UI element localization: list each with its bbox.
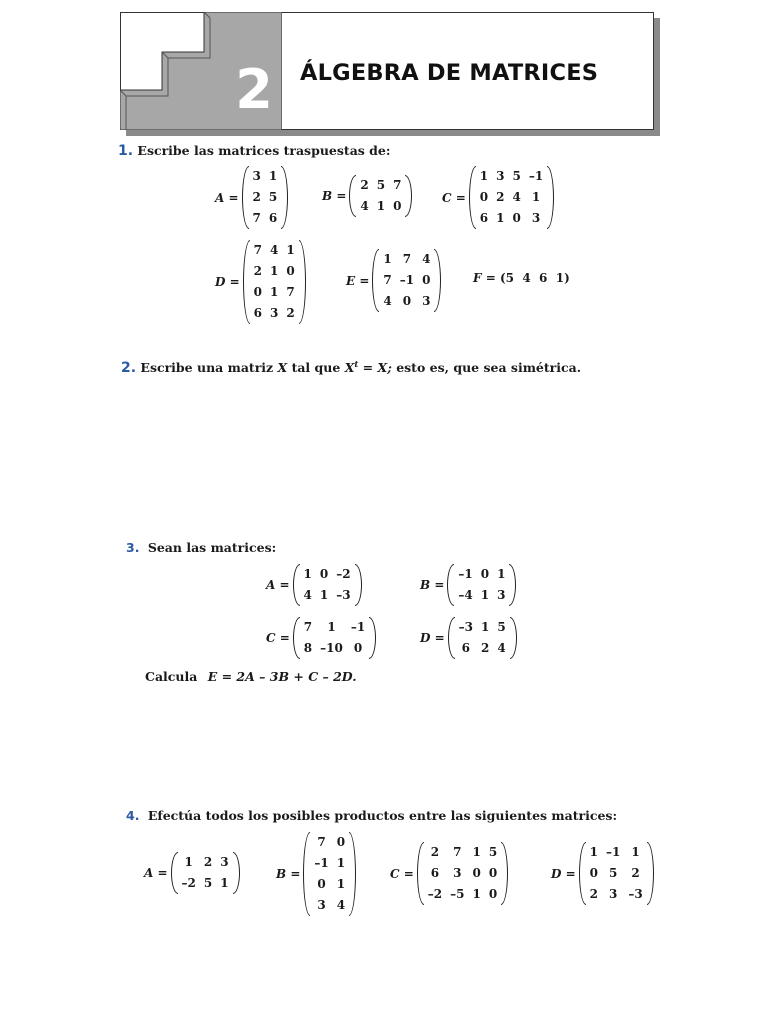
cell: 1 — [531, 190, 541, 204]
cell: 4 — [336, 898, 346, 912]
cell: 0 — [336, 835, 346, 849]
cell: 0 — [319, 567, 329, 581]
cell: 0 — [317, 877, 326, 891]
cell: 1 — [383, 252, 392, 266]
cell: 1 — [327, 620, 336, 634]
cell: –1 — [314, 856, 329, 870]
cell: 2 — [589, 887, 598, 901]
matrix-A-ex1 — [215, 166, 288, 229]
matrix-D-ex1 — [215, 240, 306, 324]
matrix-E-ex1 — [346, 249, 441, 312]
cell: 0 — [480, 567, 490, 581]
cell: 7 — [453, 845, 462, 859]
cell: 3 — [453, 866, 462, 880]
exercise-number: 4. — [126, 808, 140, 823]
cell: 6 — [253, 306, 262, 320]
matrix-label: A = — [215, 190, 239, 205]
cell: 0 — [286, 264, 295, 278]
cell: 4 — [270, 243, 279, 257]
cell: 2 — [631, 866, 640, 880]
cell: 8 — [303, 641, 313, 655]
cell: 6 — [479, 211, 489, 225]
cell: 3 — [422, 294, 431, 308]
chapter-number: 2 — [235, 58, 273, 121]
cell: 1 — [481, 620, 490, 634]
matrix-label: C = — [266, 631, 290, 645]
exercise-text: esto es, que sea simétrica. — [396, 360, 582, 376]
cell: 2 — [360, 178, 369, 192]
cell: 1 — [270, 285, 279, 299]
exercise-text: Efectúa todos los posibles productos entre las siguientes matrices: — [147, 808, 618, 823]
cell: –3 — [458, 620, 473, 634]
matrix-F-ex1 — [473, 271, 570, 285]
cell: –4 — [458, 588, 473, 602]
cell: 1 — [268, 169, 278, 183]
cell: 1 — [303, 567, 312, 581]
matrix-label: C = — [442, 190, 466, 205]
cell: 1 — [497, 567, 506, 581]
variable-x-transpose: $X^t = X$; — [344, 360, 392, 376]
variable-x: X — [277, 360, 288, 376]
cell: 1 — [472, 845, 481, 859]
cell: 1 — [589, 845, 598, 859]
cell: 0 — [589, 866, 598, 880]
cell: 1 — [496, 211, 505, 225]
exercise-text: Sean las matrices: — [147, 540, 277, 555]
cell: 0 — [402, 294, 412, 308]
cell: –1 — [399, 273, 415, 287]
matrix-B-ex3 — [420, 564, 516, 606]
cell: 0 — [393, 199, 402, 213]
cell: 6 — [430, 866, 440, 880]
cell: 6 — [268, 211, 278, 225]
cell: 1 — [220, 876, 229, 890]
matrix-B-ex1 — [322, 175, 412, 217]
cell: 3 — [497, 588, 506, 602]
cell: 4 — [360, 199, 369, 213]
cell: 2 — [203, 855, 213, 869]
exercise-3-heading — [126, 540, 276, 555]
cell: 1 — [479, 169, 489, 183]
cell: 3 — [252, 169, 261, 183]
cell: 3 — [270, 306, 279, 320]
matrix-C-ex3 — [266, 617, 376, 659]
cell: 7 — [383, 273, 392, 287]
matrix-B-ex4 — [276, 832, 356, 916]
cell: 3 — [609, 887, 618, 901]
cell: –3 — [336, 588, 351, 602]
exercise-number: 2. — [121, 360, 137, 377]
cell: –10 — [320, 641, 343, 655]
cell: 1 — [184, 855, 193, 869]
cell: 7 — [402, 252, 412, 266]
cell: 2 — [252, 190, 261, 204]
cell: 1 — [319, 588, 329, 602]
cell: 3 — [220, 855, 229, 869]
matrix-label: E = — [346, 273, 370, 288]
chapter-title: ÁLGEBRA DE MATRICES — [300, 60, 599, 86]
cell: 1 — [336, 877, 346, 891]
cell: 0 — [488, 866, 498, 880]
cell: 2 — [286, 306, 295, 320]
exercise-4-heading — [126, 808, 617, 823]
cell: 3 — [317, 898, 326, 912]
cell: 0 — [488, 887, 498, 901]
exercise-text: tal que — [291, 360, 341, 376]
exercise-1-heading — [118, 143, 391, 159]
cell: 1 — [472, 887, 481, 901]
matrix-label: A = — [266, 578, 290, 592]
matrix-D-ex4 — [551, 842, 654, 905]
cell: 0 — [472, 866, 481, 880]
matrix-label: B = — [322, 189, 347, 203]
cell: –2 — [181, 876, 196, 890]
cell: 7 — [393, 178, 402, 192]
cell: 4 — [383, 294, 392, 308]
cell: 1 — [480, 588, 490, 602]
exercise-number: 3. — [126, 540, 140, 555]
cell: –2 — [427, 887, 443, 901]
cell: 2 — [253, 264, 262, 278]
matrix-D-ex3 — [420, 617, 517, 659]
matrix-label: D = — [215, 275, 240, 289]
cell: 7 — [253, 243, 262, 257]
matrix-C-ex4 — [390, 842, 508, 905]
calc-expression: E = 2A – 3B + C – 2D. — [207, 669, 357, 684]
cell: 1 — [336, 856, 346, 870]
cell: –1 — [528, 169, 544, 183]
matrix-label: D = — [420, 631, 445, 645]
cell: 5 — [512, 169, 521, 183]
cell: 7 — [317, 835, 326, 849]
cell: –1 — [350, 620, 366, 634]
cell: –1 — [458, 567, 473, 581]
cell: 4 — [497, 641, 506, 655]
matrix-F-value: (5 4 6 1) — [499, 271, 570, 285]
matrix-label: B = — [276, 867, 301, 881]
matrix-label: F = — [473, 271, 496, 285]
matrix-C-ex1 — [442, 166, 554, 229]
cell: 1 — [376, 199, 386, 213]
cell: –2 — [336, 567, 351, 581]
cell: –5 — [450, 887, 465, 901]
exercise-text: Escribe una matriz — [140, 360, 274, 376]
cell: 0 — [479, 190, 489, 204]
cell: 1 — [631, 845, 640, 859]
cell: 0 — [353, 641, 363, 655]
cell: 3 — [496, 169, 505, 183]
matrix-label: D = — [551, 866, 576, 881]
cell: 1 — [286, 243, 295, 257]
cell: 5 — [609, 866, 618, 880]
matrix-label: C = — [390, 866, 414, 881]
cell: 2 — [481, 641, 490, 655]
matrix-A-ex4 — [144, 852, 240, 894]
cell: 1 — [270, 264, 279, 278]
cell: 4 — [303, 588, 312, 602]
exercise-text: Escribe las matrices traspuestas de: — [137, 143, 391, 158]
cell: 4 — [422, 252, 431, 266]
cell: 5 — [268, 190, 278, 204]
cell: 6 — [461, 641, 470, 655]
cell: 2 — [430, 845, 440, 859]
cell: –1 — [606, 845, 621, 859]
cell: 7 — [252, 211, 261, 225]
cell: 5 — [497, 620, 506, 634]
cell: 5 — [488, 845, 498, 859]
matrix-label: B = — [420, 578, 445, 592]
cell: 7 — [286, 285, 295, 299]
exercise-2-heading — [121, 360, 581, 376]
matrix-A-ex3 — [266, 564, 362, 606]
calc-label: Calcula — [145, 669, 198, 684]
cell: 7 — [303, 620, 313, 634]
cell: 5 — [376, 178, 386, 192]
cell: 3 — [531, 211, 541, 225]
cell: 5 — [203, 876, 213, 890]
cell: 0 — [512, 211, 521, 225]
exercise-3-calc — [145, 669, 357, 684]
exercise-number: 1. — [118, 143, 134, 159]
cell: 0 — [253, 285, 262, 299]
matrix-label: A = — [144, 866, 168, 880]
cell: 4 — [512, 190, 521, 204]
cell: –3 — [628, 887, 643, 901]
cell: 0 — [422, 273, 431, 287]
cell: 2 — [496, 190, 505, 204]
